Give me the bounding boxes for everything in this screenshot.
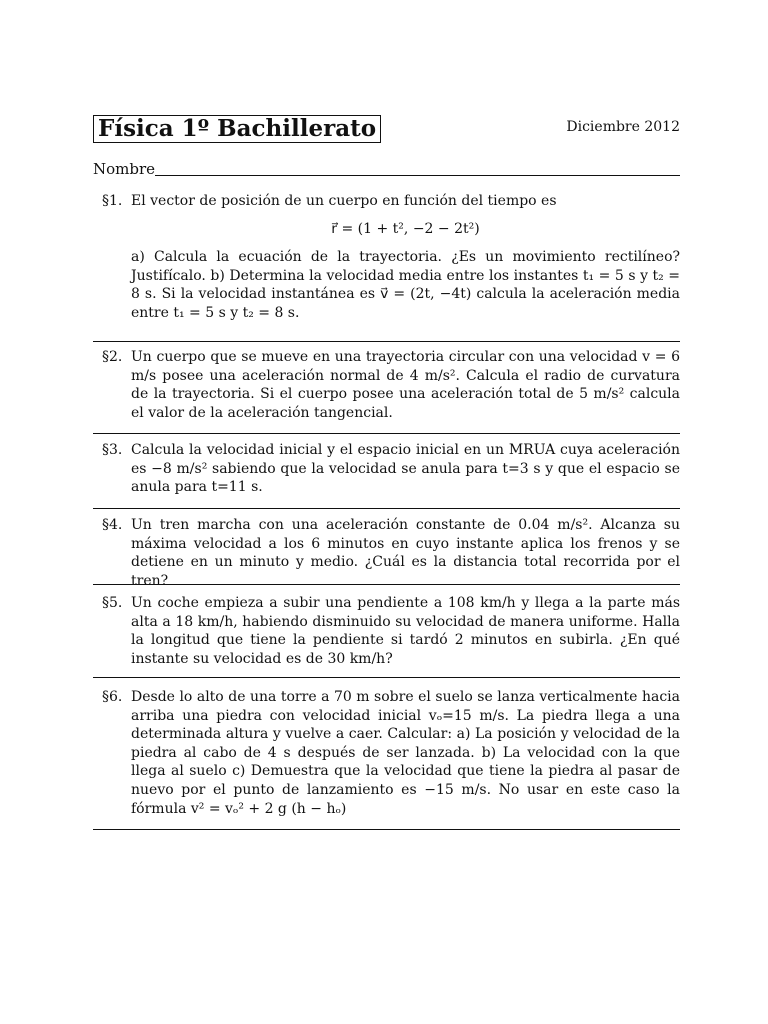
divider xyxy=(93,341,680,342)
problem-text: Calcula la velocidad inicial y el espacio inicial en un MRUA cuya aceleración es −8 m/s² sabiendo que la velocidad se anula para t=3 s y que el espacio se anula para t=11 s. xyxy=(131,442,680,496)
problem-number: §2. xyxy=(102,349,123,365)
problem-5 xyxy=(93,594,680,668)
problem-number: §1. xyxy=(102,193,123,209)
divider xyxy=(93,508,680,509)
problem-number: §5. xyxy=(102,595,123,611)
name-field[interactable] xyxy=(93,160,680,180)
problem-3 xyxy=(93,441,680,497)
problem-intro: El vector de posición de un cuerpo en función del tiempo es xyxy=(131,193,557,209)
exam-date: Diciembre 2012 xyxy=(566,119,680,135)
problem-6 xyxy=(93,688,680,818)
divider xyxy=(93,829,680,830)
divider xyxy=(93,584,680,585)
problem-4 xyxy=(93,516,680,590)
problem-1 xyxy=(93,192,680,323)
problem-text: Un cuerpo que se mueve en una trayectoria circular con una velocidad v = 6 m/s posee una aceleración normal de 4 m/s². Calcula el radio de curvatura de la trayectoria. Si el cuerpo posee una aceleración total de 5 m/s² calcula el valor de la aceleración tangencial. xyxy=(131,349,680,421)
problem-text: a) Calcula la ecuación de la trayectoria. ¿Es un movimiento rectilíneo? Justifícalo. b) Determina la velocidad media entre los instantes t₁ = 5 s y t₂ = 8 s. Si la velocidad instantánea es v⃗ = (2t, −4t) calcula la aceleración media entre t₁ = 5 s y t₂ = 8 s. xyxy=(131,249,680,321)
name-line[interactable] xyxy=(155,175,680,176)
exam-header xyxy=(93,115,680,145)
problem-text: Un coche empieza a subir una pendiente a 108 km/h y llega a la parte más alta a 18 km/h, habiendo disminuido su velocidad de manera uniforme. Halla la longitud que tiene la pendiente si tardó 2 minutos en subirla. ¿En qué instante su velocidad es de 30 km/h? xyxy=(131,595,680,667)
divider xyxy=(93,433,680,434)
problem-text: Desde lo alto de una torre a 70 m sobre el suelo se lanza verticalmente hacia arriba una piedra con velocidad inicial vₒ=15 m/s. La piedra llega a una determinada altura y vuelve a caer. Calcular: a) La posición y velocidad de la piedra al cabo de 4 s después de ser lanzada. b) La velocidad con la que llega al suelo c) Demuestra que la velocidad que tiene la piedra al pasar de nuevo por el punto de lanzamiento es −15 m/s. No usar en este caso la fórmula v² = vₒ² + 2 g (h − hₒ) xyxy=(131,689,680,817)
problem-number: §3. xyxy=(102,442,123,458)
exam-title: Física 1º Bachillerato xyxy=(93,115,381,143)
problem-2 xyxy=(93,348,680,422)
problem-number: §6. xyxy=(102,689,123,705)
problem-number: §4. xyxy=(102,517,123,533)
divider xyxy=(93,677,680,678)
name-label: Nombre xyxy=(93,160,156,178)
problem-text: Un tren marcha con una aceleración constante de 0.04 m/s². Alcanza su máxima velocidad a los 6 minutos en cuyo instante aplica los frenos y se detiene en un minuto y medio. ¿Cuál es la distancia total recorrida por el tren? xyxy=(131,517,680,589)
position-vector-equation: r⃗ = (1 + t², −2 − 2t²) xyxy=(331,220,480,237)
